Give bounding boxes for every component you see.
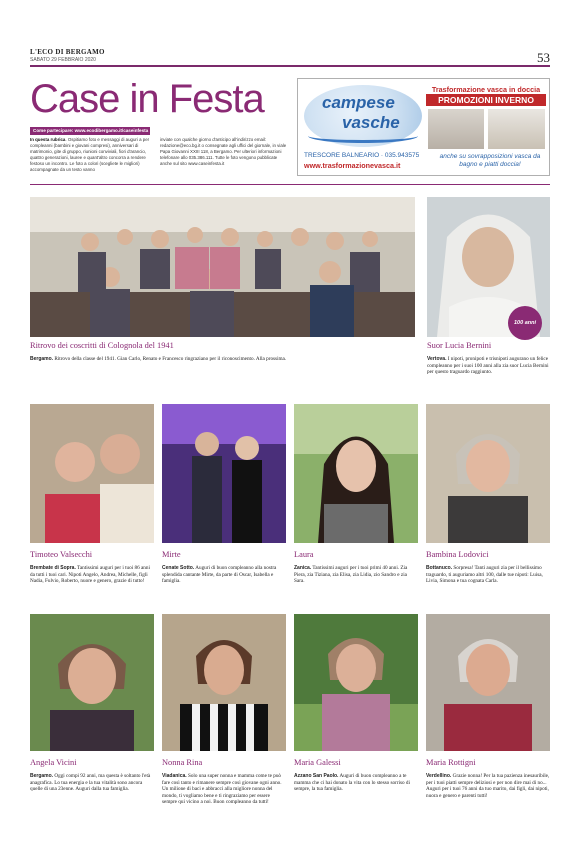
page-number: 53 xyxy=(537,50,550,65)
caption-place: Viadanica. xyxy=(162,773,187,779)
ad-url[interactable]: www.trasformazionevasca.it xyxy=(304,161,401,170)
ad-phone: TRESCORE BALNEARIO · 035.943575 xyxy=(304,152,420,159)
ad-photo-shower xyxy=(488,109,545,149)
caption-place: Vertova. xyxy=(427,356,447,362)
caption-place: Azzano San Paolo. xyxy=(294,773,339,779)
ad-headline: Trasformazione vasca in doccia xyxy=(431,85,541,94)
howto-text-1: . Ospitiamo foto e messaggi di auguri a per compleanni (bambini e giovani compresi), anniversari di matrimonio, gite di gruppo, riunioni conviviali, fiori d'arancio, quattro generazioni, lauree e quant'altro concorra a rendere festoso un incontro. Le foto a colori (scegliete le migliori) accompagnate da un testo vanno xyxy=(30,137,150,172)
photo-bambina-lodovici xyxy=(426,404,550,543)
caption-name: Mirte xyxy=(162,550,181,559)
caption-place: Zanica. xyxy=(294,565,312,571)
photo-group-colognola xyxy=(30,197,415,337)
caption-name: Maria Rottigni xyxy=(426,758,476,767)
advertisement[interactable] xyxy=(297,78,550,176)
howto-lead: In questa rubrica xyxy=(30,137,66,142)
caption-place: Bottanuco. xyxy=(426,565,453,571)
caption-body: Sorpresa! Tanti auguri zia per il bellissimo traguardo, ti auguriamo altri 100, dalle tue nipoti: Luisa, Livia, Simona e tua cognata Carla. xyxy=(426,565,543,585)
caption-body: Auguri di buon compleanno a te mamma che ci hai donato la vita con lo stesso sorriso di sempre, la tua famiglia. xyxy=(294,773,410,793)
ad-swoosh xyxy=(308,129,418,143)
caption-text xyxy=(30,356,415,363)
paper-name: L'ECO DI BERGAMO xyxy=(30,48,105,56)
photo-timoteo xyxy=(30,404,154,543)
caption-body: I nipoti, pronipoti e trisnipoti augurano un felice compleanno per i suoi 100 anni alla zia suor Lucia Bernini per questo traguardo raggiunto. xyxy=(427,356,549,376)
caption-name: Ritrovo dei coscritti di Colognola del 1941 xyxy=(30,341,174,350)
caption-body: Solo una super nonna e mamma come te può fare così tanto e rimanere sempre così giovane ogni anno. Un milione di baci e abbracci alla migliore nonna del mondo, ti vogliamo bene e ti ringraziamo per essere sempre qui vicino a noi. Buon compleanno da tutti! xyxy=(162,773,282,806)
ad-photo-bathtub xyxy=(428,109,484,149)
photo-mirte xyxy=(162,404,286,543)
caption-name: Timoteo Valsecchi xyxy=(30,550,93,559)
caption-name: Bambina Lodovici xyxy=(426,550,489,559)
caption-body: Auguri di buon compleanno alla nostra splendida cantante Mirte, da parte di Oscar, Isabella e famiglia. xyxy=(162,565,277,585)
howto-badge: Come partecipare: www.ecodibergamo.it/caseinfesta xyxy=(30,127,150,135)
caption-place: Brembate di Sopra. xyxy=(30,565,76,571)
caption-name: Nonna Rina xyxy=(162,758,203,767)
ad-brand-line2: vasche xyxy=(342,113,400,132)
caption-name: Laura xyxy=(294,550,314,559)
header-rule xyxy=(30,65,550,67)
caption-place: Bergamo. xyxy=(30,773,54,779)
caption-text xyxy=(294,565,418,585)
photo-laura xyxy=(294,404,418,543)
howto-column-1 xyxy=(30,137,155,173)
caption-text xyxy=(294,773,418,793)
masthead xyxy=(30,48,550,63)
caption-text xyxy=(426,773,550,799)
caption-body: Ritrovo della classe del 1941. Gian Carlo, Renato e Francesco ringraziano per il riconoscimento. Alla prossima. xyxy=(53,356,287,362)
photo-maria-rottigni xyxy=(426,614,550,751)
caption-text xyxy=(426,565,550,585)
caption-text xyxy=(427,356,550,376)
caption-place: Bergamo. xyxy=(30,356,54,362)
caption-body: Tantissimi auguri per i tuoi 86 anni da tutti i tuoi cari. Nipoti Angelo, Andrea, Michelle, figli Nadia, Fulvio, Roberto, nuore e genero, grazie di tutto! xyxy=(30,565,150,585)
section-divider xyxy=(30,184,550,185)
caption-text xyxy=(162,773,286,806)
caption-body: Tantissimi auguri per i tuoi primi 40 anni. Zia Piera, zia Tiziana, zia Elisa, zia Lidia, zio Sandro e zia Sara. xyxy=(294,565,408,585)
caption-place: Verdellino. xyxy=(426,773,452,779)
caption-text xyxy=(30,773,154,793)
caption-place: Cenate Sotto. xyxy=(162,565,195,571)
howto-column-2: inviate con qualche giorno d'anticipo all'indirizzo email: redazione@eco.bg.it o consegnate agli uffici del giornale, in viale Papa Giovanni XXIII 118, a Bergamo. Per ulteriori informazioni telefonare allo 035.386.111. Tutte le foto vengono pubblicate anche sul sito www.caseinfesta.it xyxy=(160,137,287,166)
caption-name: Maria Galessi xyxy=(294,758,341,767)
caption-body: Oggi compi 92 anni, ma questa è soltanto l'età anagrafica. Lo tua energia e la tua vitalità sono ancora quelle di una 23enne. Auguri dalla tua famiglia. xyxy=(30,773,151,793)
caption-body: Grazie nonna! Per la tua pazienza inesauribile, per i tuoi piatti sempre deliziosi e per non dire mai di no... Auguri per i tuoi 76 anni da tuo marito, dai figli, dai nipoti, nuora e genero e parenti tutti! xyxy=(426,773,550,799)
caption-text xyxy=(162,565,286,585)
caption-name: Angela Vicini xyxy=(30,758,77,767)
photo-angela-vicini xyxy=(30,614,154,751)
section-title: Case in Festa xyxy=(30,77,264,121)
caption-text xyxy=(30,565,154,585)
ad-brand-line1: campese xyxy=(322,93,395,112)
ad-promo-banner: PROMOZIONI INVERNO xyxy=(426,94,546,106)
paper-date: SABATO 29 FEBBRAIO 2020 xyxy=(30,57,96,63)
photo-nonna-rina xyxy=(162,614,286,751)
badge-100-anni: 100 anni xyxy=(508,306,542,340)
ad-tagline: anche su sovrapposizioni vasca da bagno e piatti doccia! xyxy=(439,153,541,168)
photo-maria-galessi xyxy=(294,614,418,751)
caption-name: Suor Lucia Bernini xyxy=(427,341,492,350)
